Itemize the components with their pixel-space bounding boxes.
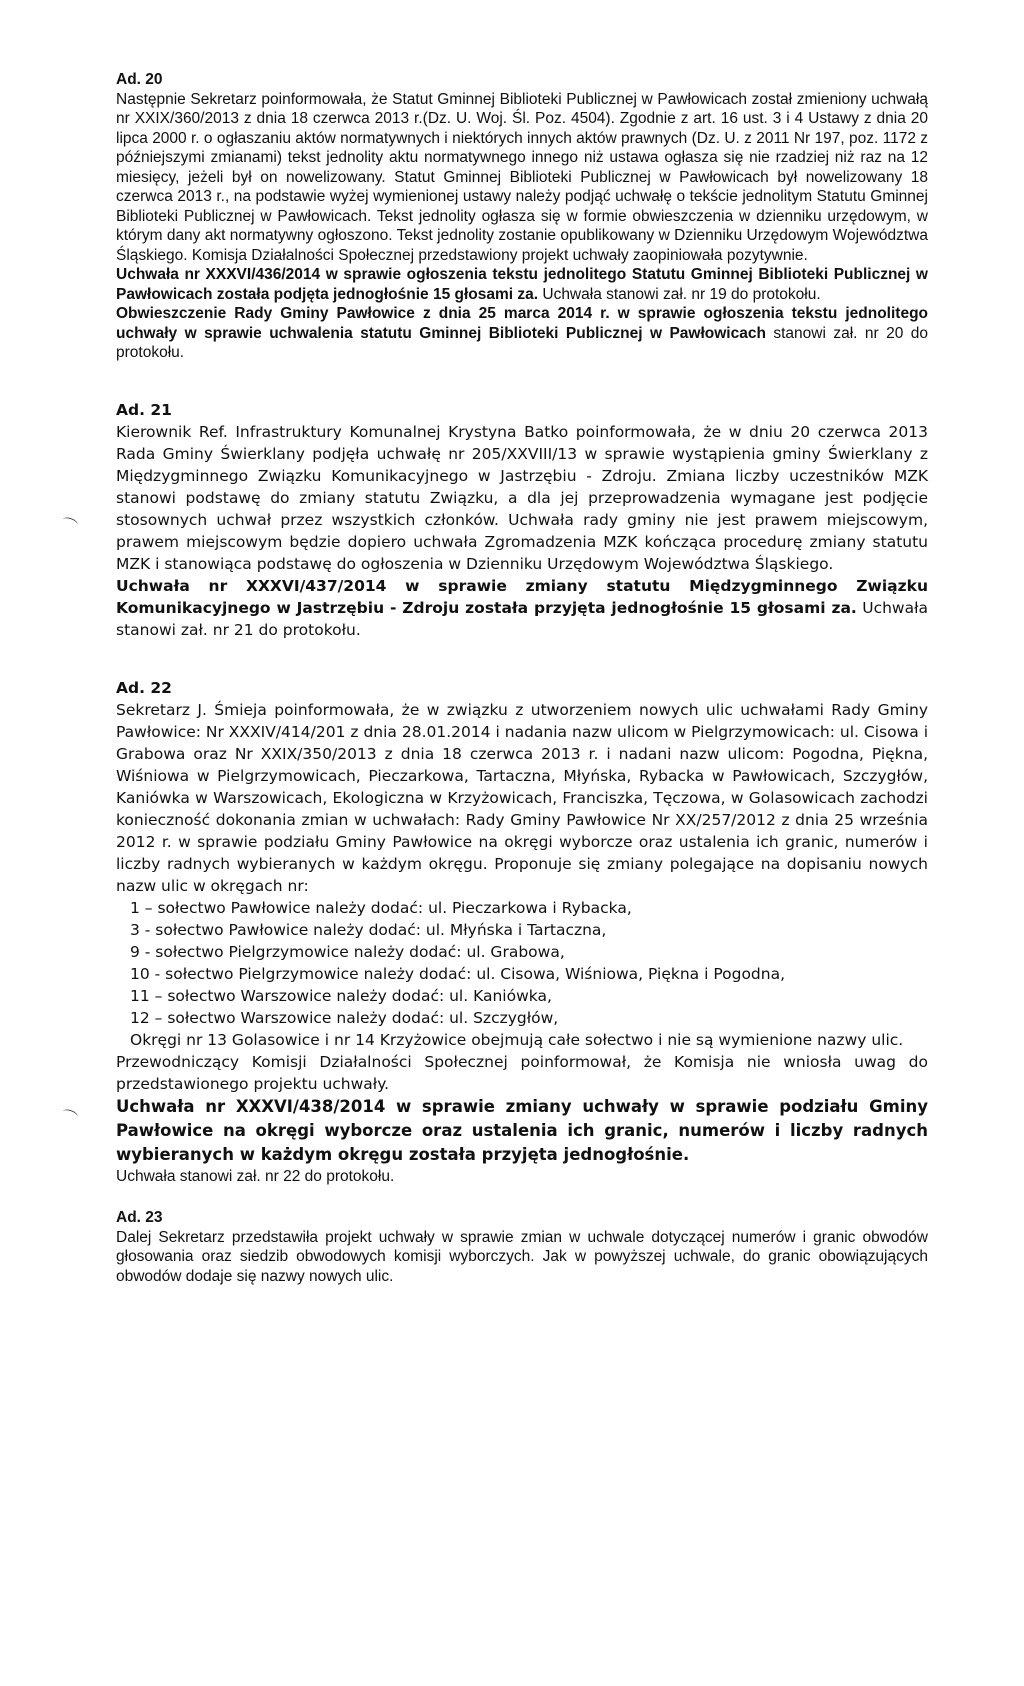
- section-heading: Ad. 20: [116, 71, 163, 88]
- section-heading: Ad. 22: [116, 678, 172, 697]
- resolution-attachment: Uchwała stanowi zał. nr 22 do protokołu.: [116, 1167, 395, 1185]
- list-item: 9 - sołectwo Pielgrzymowice należy dodać: ul. Grabowa,: [130, 942, 565, 961]
- announcement-paragraph: [116, 304, 928, 363]
- resolution-text: Uchwała nr XXXVI/438/2014 w sprawie zmiany uchwały w sprawie podziału Gminy Pawłowice na okręgi wyborcze oraz ustalenia ich granic, numerów i liczby radnych wybieranych w każdym okręgu została przyjęta jednogłośnie.: [116, 1096, 928, 1164]
- list-item: Okręgi nr 13 Golasowice i nr 14 Krzyżowice obejmują całe sołectwo i nie są wymienione nazwy ulic.: [130, 1030, 904, 1049]
- list-item: 12 – sołectwo Warszowice należy dodać: ul. Szczygłów,: [130, 1008, 559, 1027]
- paragraph: Przewodniczący Komisji Działalności Społecznej poinformował, że Komisja nie wniosła uwag do przedstawionego projektu uchwały.: [116, 1052, 928, 1093]
- district-list: [116, 897, 928, 1051]
- resolution-attachment: Uchwała stanowi zał. nr 21 do protokołu.: [116, 598, 929, 639]
- list-item: 11 – sołectwo Warszowice należy dodać: ul. Kaniówka,: [130, 986, 552, 1005]
- list-item: 10 - sołectwo Pielgrzymowice należy dodać: ul. Cisowa, Wiśniowa, Piękna i Pogodna,: [130, 964, 786, 983]
- margin-mark-1: [61, 516, 79, 530]
- paragraph: Następnie Sekretarz poinformowała, że Statut Gminnej Biblioteki Publicznej w Pawłowicach został zmieniony uchwałą nr XXIX/360/2013 z dnia 18 czerwca 2013 r.(Dz. U. Woj. Śl. Poz. 4504). Zgodnie z art. 16 ust. 3 i 4 Ustawy z dnia 20 lipca 2000 r. o ogłaszaniu aktów normatywnych i niektórych innych aktów prawnych (Dz. U. z 2011 Nr 197, poz. 1172 z późniejszymi zmianami) tekst jednolity aktu normatywnego innego niż ustawa ogłasza się nie rzadziej niż raz na 12 miesięcy, jeżeli był on nowelizowany. Statut Gminnej Biblioteki Publicznej w Pawłowicach był nowelizowany 18 czerwca 2013 r., na podstawie wyżej wymienionej ustawy należy podjąć uchwałę o tekście jednolitym Statutu Gminnej Biblioteki Publicznej w Pawłowicach. Tekst jednolity ogłasza się w formie obwieszczenia w dzienniku urzędowym, w którym dany akt normatywny ogłoszono. Tekst jednolity zostanie opublikowany w Dzienniku Urzędowym Województwa Śląskiego. Komisja Działalności Społecznej przedstawiony projekt uchwały zaopiniowała pozytywnie.: [116, 90, 928, 264]
- section-ad21: [116, 399, 928, 641]
- list-item: 3 - sołectwo Pawłowice należy dodać: ul. Młyńska i Tartaczna,: [130, 920, 607, 939]
- list-item: 1 – sołectwo Pawłowice należy dodać: ul. Pieczarkowa i Rybacka,: [130, 898, 632, 917]
- resolution-text: Uchwała nr XXXVI/436/2014 w sprawie ogłoszenia tekstu jednolitego Statutu Gminnej Biblioteki Publicznej w Pawłowicach została podjęta jednogłośnie 15 głosami za.: [116, 266, 928, 303]
- section-heading: Ad. 21: [116, 400, 172, 419]
- section-ad22: [116, 677, 928, 1167]
- paragraph: Kierownik Ref. Infrastruktury Komunalnej Krystyna Batko poinformowała, że w dniu 20 czerwca 2013 Rada Gminy Świerklany podjęła uchwałę nr 205/XXVIII/13 w sprawie wystąpienia gminy Świerklany z Międzygminnego Związku Komunikacyjnego w Jastrzębiu - Zdroju. Zmiana liczby uczestników MZK stanowi podstawę do zmiany statutu Związku, a dla jej przeprowadzenia wymagane jest podjęcie stosownych uchwał przez wszystkich członków. Uchwała rady gminy nie jest prawem miejscowym, prawem miejscowym będzie dopiero uchwała Zgromadzenia MZK kończąca procedurę zmiany statutu MZK i stanowiąca podstawę do ogłoszenia w Dzienniku Urzędowym Województwa Śląskiego.: [116, 422, 928, 573]
- section-heading: Ad. 23: [116, 1209, 163, 1226]
- resolution-paragraph: [116, 575, 928, 641]
- margin-mark-2: [61, 1108, 79, 1122]
- resolution-text: Uchwała nr XXXVI/437/2014 w sprawie zmiany statutu Międzygminnego Związku Komunikacyjnego w Jastrzębiu - Zdroju została przyjęta jednogłośnie 15 głosami za.: [116, 576, 928, 617]
- section-ad23: [116, 1208, 928, 1286]
- document-page: [116, 70, 928, 1286]
- announcement-text: Obwieszczenie Rady Gminy Pawłowice z dnia 25 marca 2014 r. w sprawie ogłoszenia tekstu jednolitego uchwały w sprawie uchwalenia statutu Gminnej Biblioteki Publicznej w Pawłowicach: [116, 305, 928, 342]
- paragraph: Sekretarz J. Śmieja poinformowała, że w związku z utworzeniem nowych ulic uchwałami Rady Gminy Pawłowice: Nr XXXIV/414/201 z dnia 28.01.2014 i nadania nazw ulicom w Pielgrzymowicach: ul. Cisowa i Grabowa oraz Nr XXIX/350/2013 z dnia 18 czerwca 2013 r. i nadani nazw ulicom: Pogodna, Piękna, Wiśniowa w Pielgrzymowicach, Pieczarkowa, Tartaczna, Młyńska, Rybacka w Pawłowicach, Szczygłów, Kaniówka w Warszowicach, Ekologiczna w Krzyżowicach, Franciszka, Tęczowa, w Golasowicach zachodzi konieczność dokonania zmian w uchwałach: Rady Gminy Pawłowice Nr XX/257/2012 z dnia 25 września 2012 r. w sprawie podziału Gminy Pawłowice na okręgi wyborcze oraz ustalenia ich granic, numerów i liczby radnych wybieranych w każdym okręgu. Proponuje się zmiany polegające na dopisaniu nowych nazw ulic w okręgach nr:: [116, 700, 928, 895]
- section-ad20: [116, 70, 928, 363]
- announcement-attachment: stanowi zał. nr 20 do protokołu.: [116, 324, 928, 361]
- resolution-attachment: Uchwała stanowi zał. nr 19 do protokołu.: [538, 285, 821, 303]
- resolution-paragraph: [116, 265, 928, 304]
- paragraph: Dalej Sekretarz przedstawiła projekt uchwały w sprawie zmian w uchwale dotyczącej numerów i granic obwodów głosowania oraz siedzib obwodowych komisji wyborczych. Jak w powyższej uchwale, do granic obowiązujących obwodów dodaje się nazwy nowych ulic.: [116, 1228, 928, 1285]
